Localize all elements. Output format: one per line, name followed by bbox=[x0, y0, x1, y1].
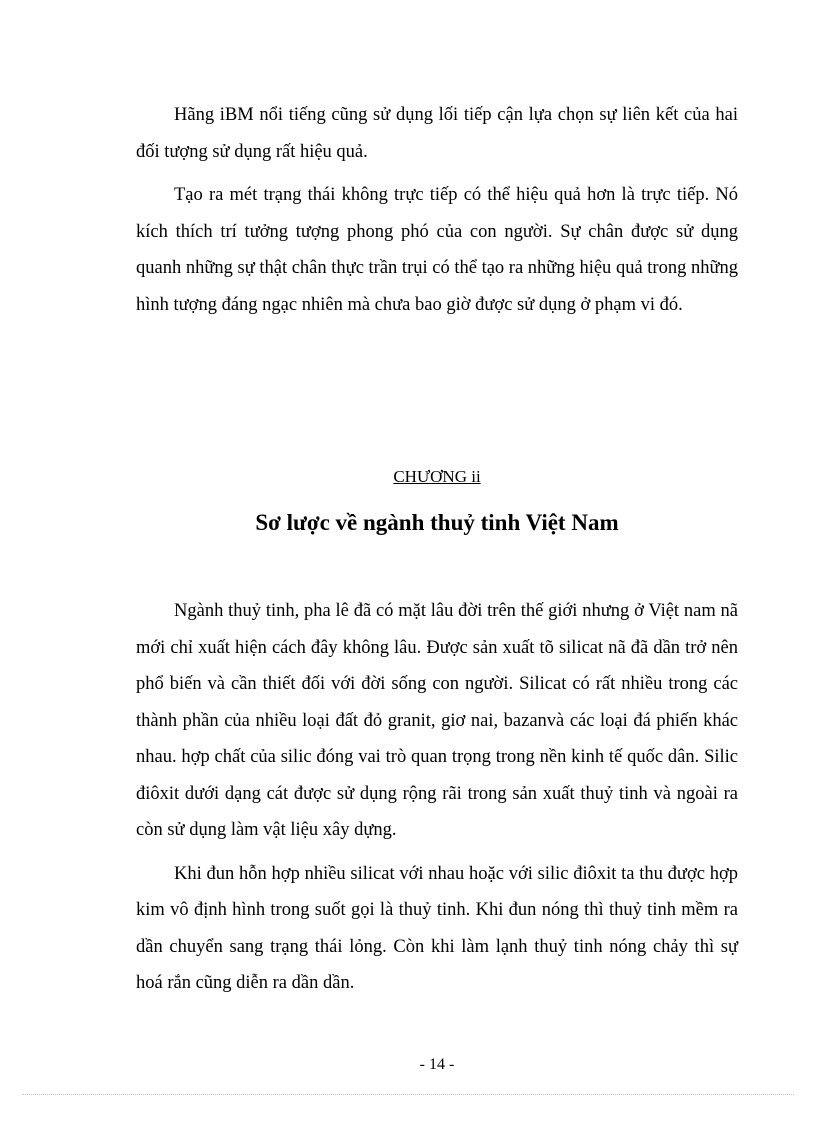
paragraph-ibm: Hãng iBM nổi tiếng cũng sử dụng lối tiếp cận lựa chọn sự liên kết của hai đối tượng sử dụng rất hiệu quả. bbox=[136, 105, 738, 162]
page-number: - 14 - bbox=[419, 1056, 455, 1073]
footer-divider bbox=[22, 1094, 794, 1095]
paragraph-indirect-state: Tạo ra mét trạng thái không trực tiếp có thể hiệu quả hơn là trực tiếp. Nó kích thích trí tưởng tượng phong phó của con người. Sự chân được sử dụng quanh những sự thật chân thực trần trụi có thể tạo ra những hiệu quả trong những hình tượng đáng ngạc nhiên mà chưa bao giờ được sử dụng ở phạm vi đó. bbox=[136, 185, 738, 315]
chapter-title: Sơ lược về ngành thuỷ tinh Việt Nam bbox=[255, 510, 619, 535]
intro-section bbox=[136, 97, 738, 323]
chapter-label: CHƯƠNG ii bbox=[393, 467, 481, 486]
paragraph-glass-melting: Khi đun hỗn hợp nhiều silicat với nhau hoặc với silic điôxit ta thu được hợp kim vô định hình trong suốt gọi là thuỷ tinh. Khi đun nóng thì thuỷ tinh mềm ra dần chuyển sang trạng thái lỏng. Còn khi làm lạnh thuỷ tinh nóng chảy thì sự hoá rắn cũng diễn ra dần dần. bbox=[136, 863, 738, 993]
glass-industry-section bbox=[136, 593, 738, 1002]
paragraph-glass-industry: Ngành thuỷ tinh, pha lê đã có mặt lâu đời trên thế giới nhưng ở Việt nam nã mới chỉ xuất hiện cách đây không lâu. Được sản xuất tõ silicat nã đã dần trở nên phổ biến và cần thiết đối với đời sống con người. Silicat có rất nhiều trong các thành phần của nhiều loại đất đỏ granit, giơ nai, bazanvà các loại đá phiến khác nhau. hợp chất của silic đóng vai trò quan trọng trong nền kinh tế quốc dân. Silic điôxit dưới dạng cát được sử dụng rộng rãi trong sản xuất thuỷ tinh và ngoài ra còn sử dụng làm vật liệu xây dựng. bbox=[136, 601, 738, 840]
